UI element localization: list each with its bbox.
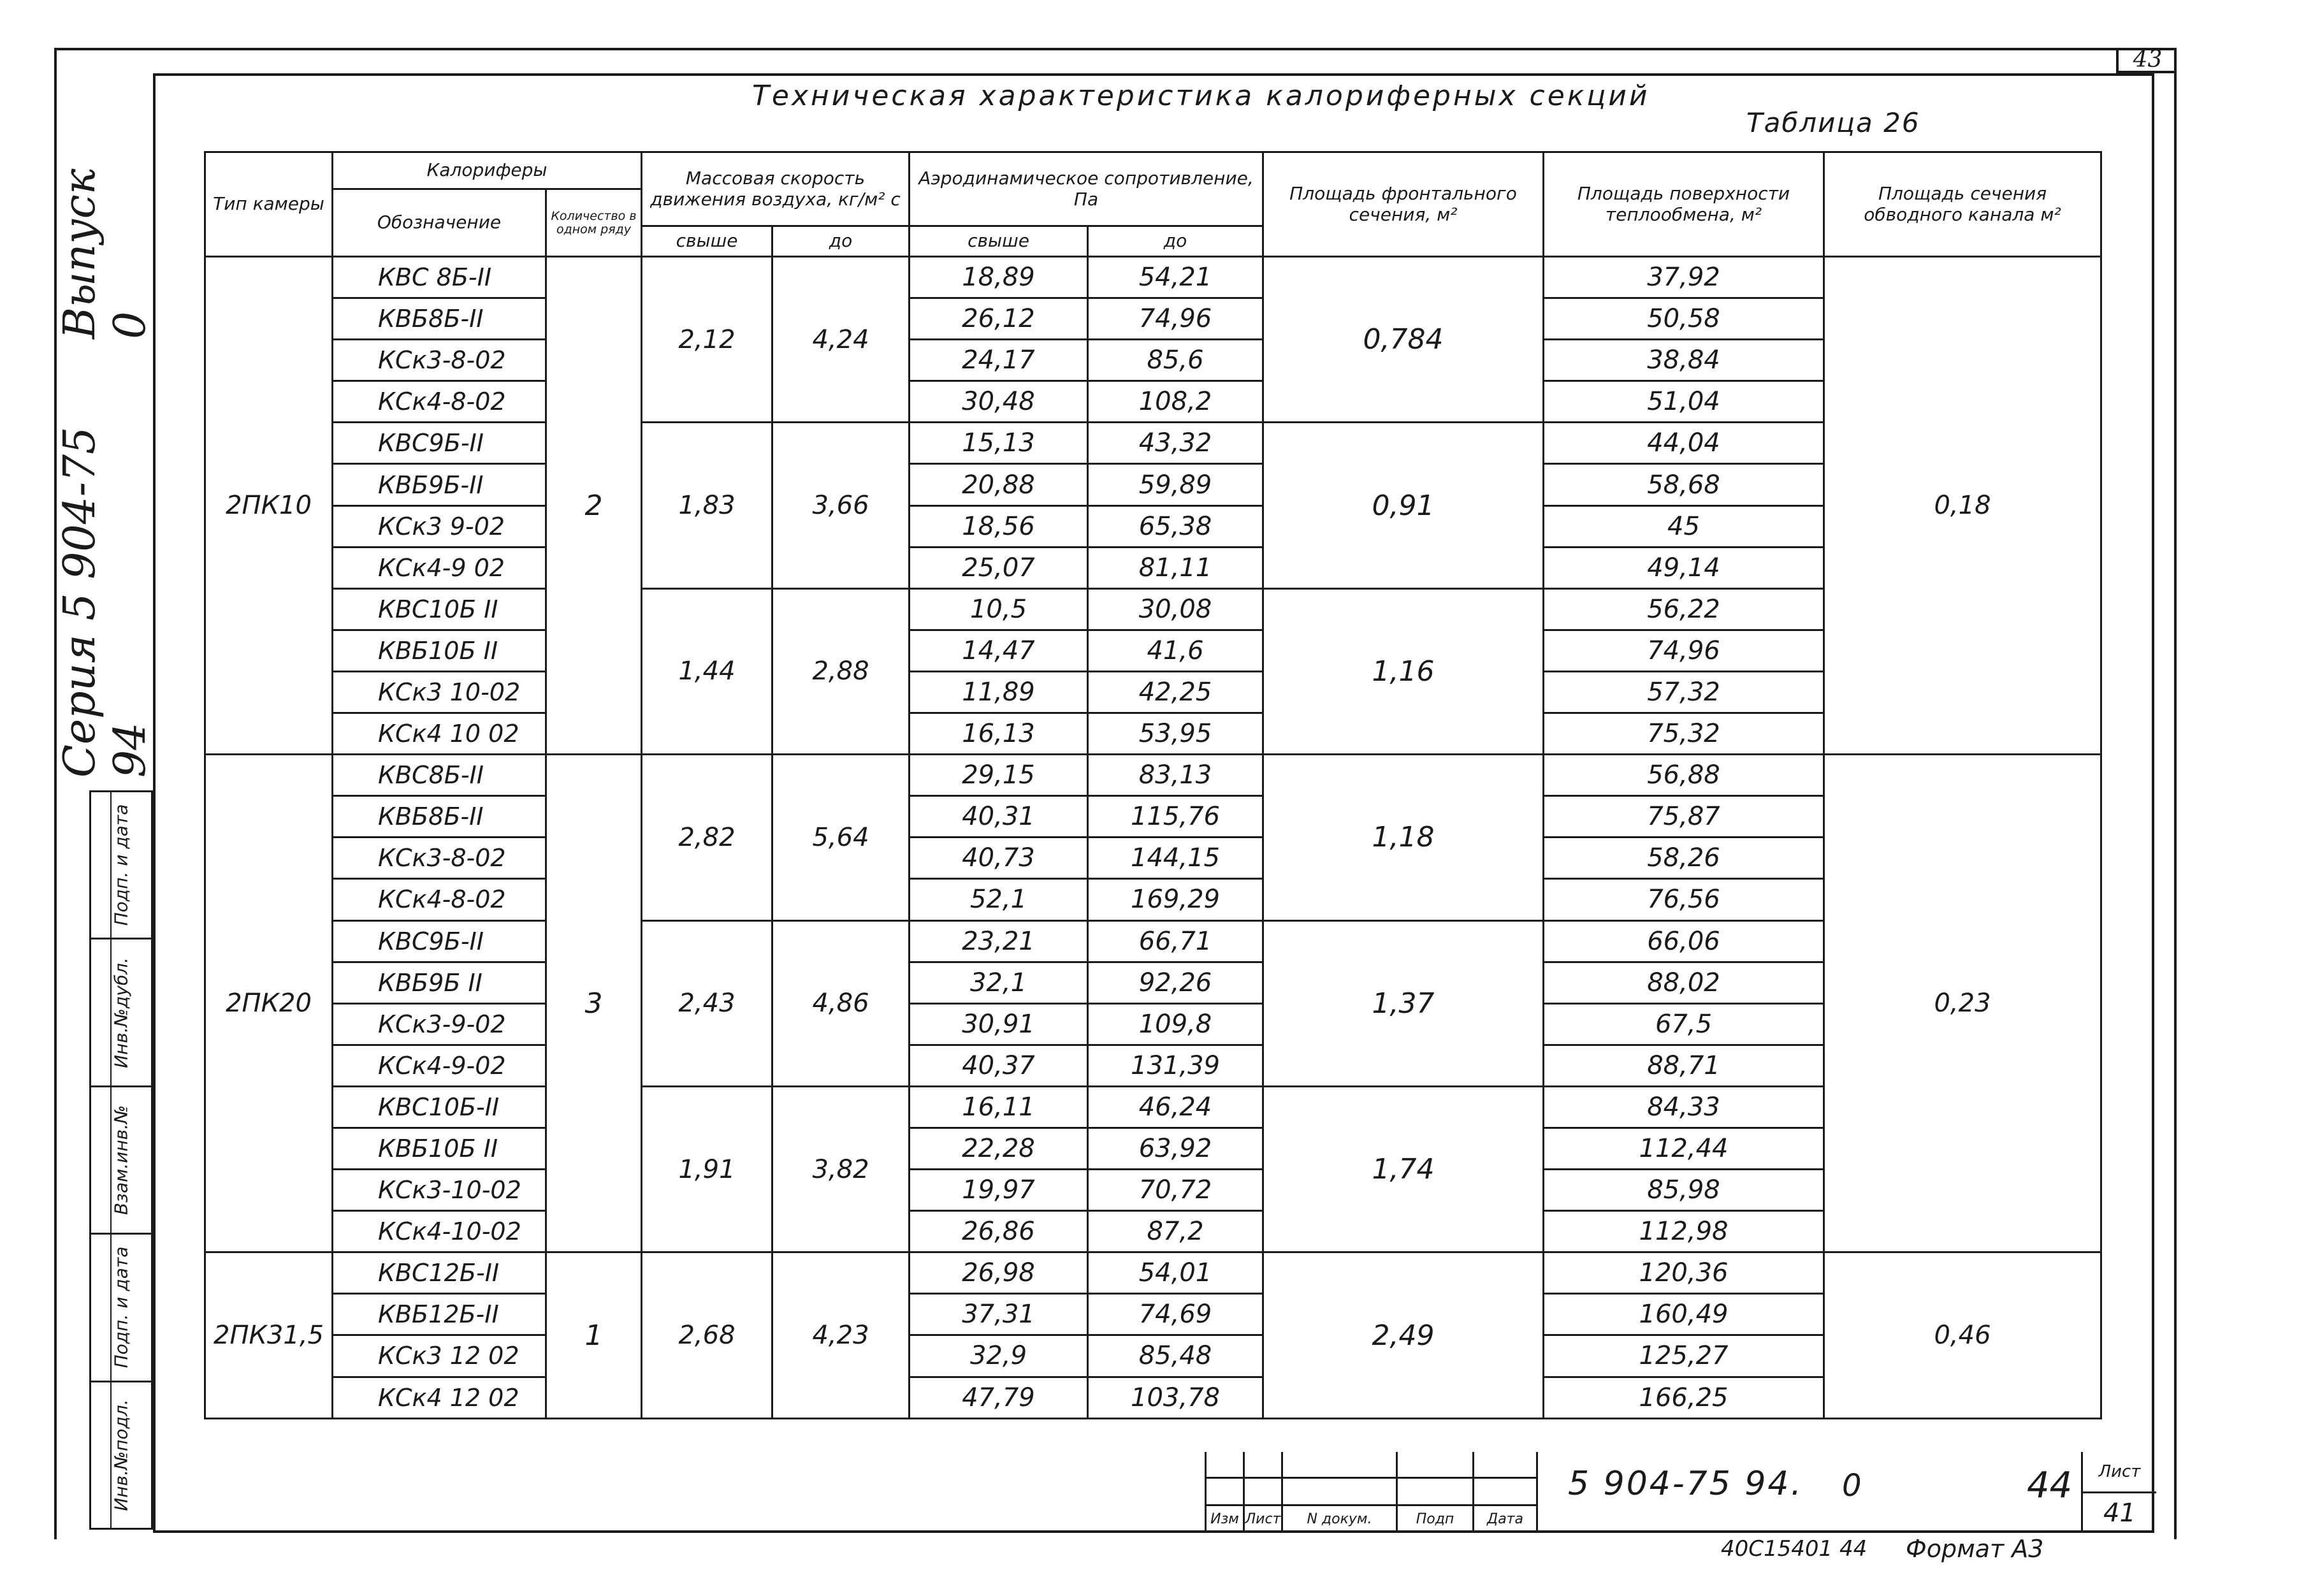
chamber-type-cell: 2ПК20 [205, 755, 333, 1252]
velocity-from-cell: 2,12 [642, 257, 772, 423]
designation-cell: КВС9Б-II [333, 920, 546, 962]
qty-cell: 2 [546, 257, 642, 755]
heat-surface-cell: 85,98 [1544, 1170, 1824, 1211]
resistance-from-cell: 40,31 [910, 796, 1088, 838]
revision-col-header: Дата [1474, 1506, 1538, 1533]
table-row [205, 381, 2101, 423]
issue-text: Выпуск 0 [55, 168, 156, 339]
approval-cell: Подп. и дата [91, 792, 151, 939]
table-row [205, 755, 2101, 796]
document-code: 5 904-75 94. [1568, 1465, 1804, 1503]
resistance-from-cell: 20,88 [910, 464, 1088, 505]
heat-surface-cell: 58,68 [1544, 464, 1824, 505]
heat-surface-cell: 38,84 [1544, 340, 1824, 381]
resistance-from-cell: 19,97 [910, 1170, 1088, 1211]
designation-cell: КСк4-9-02 [333, 1045, 546, 1086]
designation-cell: КВС12Б-II [333, 1252, 546, 1294]
heat-surface-cell: 88,71 [1544, 1045, 1824, 1086]
resistance-to-cell: 81,11 [1088, 547, 1263, 588]
table-row [205, 838, 2101, 879]
header-resistance-to: до [1088, 226, 1263, 257]
header-heat-surface: Площадь поверхности теплообмена, м² [1544, 152, 1824, 257]
resistance-to-cell: 66,71 [1088, 920, 1263, 962]
resistance-from-cell: 30,91 [910, 1003, 1088, 1045]
resistance-from-cell: 26,12 [910, 298, 1088, 340]
designation-cell: КСк3 10-02 [333, 671, 546, 713]
table-row [205, 713, 2101, 755]
approval-cell: Инв.№подл. [91, 1382, 151, 1528]
header-designation: Обозначение [333, 189, 546, 257]
table-row [205, 1170, 2101, 1211]
heat-surface-cell: 45 [1544, 505, 1824, 547]
resistance-to-cell: 54,01 [1088, 1252, 1263, 1294]
designation-cell: КВБ10Б II [333, 630, 546, 671]
front-area-cell: 1,16 [1263, 588, 1544, 754]
resistance-to-cell: 87,2 [1088, 1211, 1263, 1252]
sheet-corner-number: 43 [2116, 48, 2177, 73]
table-row [205, 1128, 2101, 1169]
front-area-cell: 0,91 [1263, 423, 1544, 588]
velocity-from-cell: 1,44 [642, 588, 772, 754]
resistance-to-cell: 41,6 [1088, 630, 1263, 671]
resistance-from-cell: 14,47 [910, 630, 1088, 671]
resistance-to-cell: 46,24 [1088, 1086, 1263, 1128]
table-row [205, 630, 2101, 671]
header-bypass-area: Площадь сечения обводного канала м² [1824, 152, 2101, 257]
designation-cell: КВС10Б-II [333, 1086, 546, 1128]
series-text: Серия 5 904-75 94 [55, 426, 156, 778]
resistance-from-cell: 15,13 [910, 423, 1088, 464]
designation-cell: КВС10Б II [333, 588, 546, 630]
resistance-to-cell: 144,15 [1088, 838, 1263, 879]
resistance-from-cell: 32,1 [910, 962, 1088, 1003]
resistance-from-cell: 18,89 [910, 257, 1088, 298]
sheet-label: Лист [2083, 1452, 2156, 1493]
revision-col-header: Лист [1245, 1506, 1283, 1533]
header-front-area: Площадь фронтального сечения, м² [1263, 152, 1544, 257]
header-aero-resistance: Аэродинамическое сопротивление, Па [910, 152, 1263, 226]
heat-surface-cell: 74,96 [1544, 630, 1824, 671]
resistance-from-cell: 11,89 [910, 671, 1088, 713]
resistance-from-cell: 30,48 [910, 381, 1088, 423]
designation-cell: КСк3 9-02 [333, 505, 546, 547]
format-label: Формат А3 [1906, 1535, 2044, 1563]
spec-table-body [205, 257, 2101, 1419]
resistance-to-cell: 70,72 [1088, 1170, 1263, 1211]
bypass-area-cell: 0,46 [1824, 1252, 2101, 1419]
chamber-type-cell: 2ПК31,5 [205, 1252, 333, 1419]
heat-surface-cell: 56,88 [1544, 755, 1824, 796]
resistance-to-cell: 30,08 [1088, 588, 1263, 630]
heat-surface-cell: 56,22 [1544, 588, 1824, 630]
bypass-area-cell: 0,23 [1824, 755, 2101, 1252]
heat-surface-cell: 120,36 [1544, 1252, 1824, 1294]
table-row [205, 1335, 2101, 1377]
velocity-from-cell: 1,91 [642, 1086, 772, 1252]
designation-cell: КСк4 10 02 [333, 713, 546, 755]
resistance-to-cell: 65,38 [1088, 505, 1263, 547]
resistance-from-cell: 16,11 [910, 1086, 1088, 1128]
designation-cell: КВБ9Б II [333, 962, 546, 1003]
table-row [205, 1294, 2101, 1335]
designation-cell: КСк4-9 02 [333, 547, 546, 588]
approval-strip [89, 790, 153, 1530]
spec-table [204, 151, 2102, 1419]
resistance-to-cell: 85,6 [1088, 340, 1263, 381]
resistance-from-cell: 10,5 [910, 588, 1088, 630]
table-row [205, 962, 2101, 1003]
resistance-from-cell: 29,15 [910, 755, 1088, 796]
designation-cell: КСк4-8-02 [333, 381, 546, 423]
designation-cell: КВС8Б-II [333, 755, 546, 796]
revision-grid [1205, 1452, 1538, 1533]
heat-surface-cell: 66,06 [1544, 920, 1824, 962]
front-area-cell: 1,74 [1263, 1086, 1544, 1252]
designation-cell: КВБ10Б II [333, 1128, 546, 1169]
table-row [205, 257, 2101, 298]
heat-surface-cell: 112,98 [1544, 1211, 1824, 1252]
table-row [205, 920, 2101, 962]
designation-cell: КСк3-8-02 [333, 340, 546, 381]
resistance-from-cell: 18,56 [910, 505, 1088, 547]
heat-surface-cell: 58,26 [1544, 838, 1824, 879]
resistance-from-cell: 52,1 [910, 879, 1088, 920]
velocity-from-cell: 2,82 [642, 755, 772, 920]
designation-cell: КСк3 12 02 [333, 1335, 546, 1377]
designation-cell: КВС9Б-II [333, 423, 546, 464]
table-row [205, 1377, 2101, 1418]
designation-cell: КСк4 12 02 [333, 1377, 546, 1418]
heat-surface-cell: 67,5 [1544, 1003, 1824, 1045]
revision-number: 0 [1842, 1468, 1862, 1504]
approval-cell: Подп. и дата [91, 1235, 151, 1382]
velocity-to-cell: 4,24 [772, 257, 910, 423]
table-row [205, 505, 2101, 547]
resistance-to-cell: 108,2 [1088, 381, 1263, 423]
sheet-box [2081, 1452, 2156, 1533]
inventory-number: 40С15401 44 [1721, 1536, 1867, 1562]
table-row [205, 423, 2101, 464]
table-row [205, 588, 2101, 630]
velocity-to-cell: 3,82 [772, 1086, 910, 1252]
heat-surface-cell: 50,58 [1544, 298, 1824, 340]
heat-surface-cell: 160,49 [1544, 1294, 1824, 1335]
title-block [1205, 1452, 2154, 1533]
series-side-label [55, 140, 156, 778]
resistance-from-cell: 25,07 [910, 547, 1088, 588]
heat-surface-cell: 57,32 [1544, 671, 1824, 713]
resistance-to-cell: 109,8 [1088, 1003, 1263, 1045]
table-row [205, 1003, 2101, 1045]
document-title: Техническая характеристика калориферных секций [752, 80, 1650, 112]
sheet-number: 41 [2103, 1498, 2136, 1528]
chamber-type-cell: 2ПК10 [205, 257, 333, 755]
front-area-cell: 1,37 [1263, 920, 1544, 1086]
table-row [205, 671, 2101, 713]
revision-col-header: Подп [1398, 1506, 1474, 1533]
resistance-to-cell: 54,21 [1088, 257, 1263, 298]
velocity-to-cell: 3,66 [772, 423, 910, 588]
revision-col-header: N докум. [1283, 1506, 1398, 1533]
table-row [205, 1045, 2101, 1086]
table-row [205, 340, 2101, 381]
designation-cell: КВБ12Б-II [333, 1294, 546, 1335]
resistance-from-cell: 16,13 [910, 713, 1088, 755]
bypass-area-cell: 0,18 [1824, 257, 2101, 755]
designation-cell: КСк3-10-02 [333, 1170, 546, 1211]
resistance-to-cell: 59,89 [1088, 464, 1263, 505]
qty-cell: 1 [546, 1252, 642, 1419]
table-row [205, 547, 2101, 588]
heat-surface-cell: 49,14 [1544, 547, 1824, 588]
resistance-to-cell: 169,29 [1088, 879, 1263, 920]
header-velocity-to: до [772, 226, 910, 257]
resistance-to-cell: 85,48 [1088, 1335, 1263, 1377]
heat-surface-cell: 37,92 [1544, 257, 1824, 298]
page-number: 44 [2027, 1465, 2073, 1506]
resistance-to-cell: 53,95 [1088, 713, 1263, 755]
resistance-from-cell: 24,17 [910, 340, 1088, 381]
table-label: Таблица 26 [1746, 107, 1920, 138]
designation-cell: КСк3-9-02 [333, 1003, 546, 1045]
designation-cell: КСк4-10-02 [333, 1211, 546, 1252]
resistance-to-cell: 83,13 [1088, 755, 1263, 796]
velocity-from-cell: 2,68 [642, 1252, 772, 1419]
resistance-from-cell: 40,37 [910, 1045, 1088, 1086]
velocity-to-cell: 4,23 [772, 1252, 910, 1419]
approval-cell: Взам.инв.№ [91, 1087, 151, 1235]
header-heaters: Калориферы [333, 152, 642, 189]
table-row [205, 1211, 2101, 1252]
heat-surface-cell: 76,56 [1544, 879, 1824, 920]
table-row [205, 298, 2101, 340]
table-row [205, 796, 2101, 838]
resistance-to-cell: 43,32 [1088, 423, 1263, 464]
heat-surface-cell: 125,27 [1544, 1335, 1824, 1377]
designation-cell: КВБ8Б-II [333, 796, 546, 838]
heat-surface-cell: 44,04 [1544, 423, 1824, 464]
heat-surface-cell: 166,25 [1544, 1377, 1824, 1418]
resistance-from-cell: 22,28 [910, 1128, 1088, 1169]
resistance-to-cell: 63,92 [1088, 1128, 1263, 1169]
resistance-from-cell: 47,79 [910, 1377, 1088, 1418]
designation-cell: КСк3-8-02 [333, 838, 546, 879]
velocity-from-cell: 1,83 [642, 423, 772, 588]
resistance-to-cell: 103,78 [1088, 1377, 1263, 1418]
table-row [205, 879, 2101, 920]
velocity-from-cell: 2,43 [642, 920, 772, 1086]
resistance-to-cell: 131,39 [1088, 1045, 1263, 1086]
header-qty-per-row: Количество в одном ряду [546, 189, 642, 257]
qty-cell: 3 [546, 755, 642, 1252]
designation-cell: КСк4-8-02 [333, 879, 546, 920]
heat-surface-cell: 88,02 [1544, 962, 1824, 1003]
heat-surface-cell: 75,32 [1544, 713, 1824, 755]
approval-cell: Инв.№дубл. [91, 939, 151, 1087]
resistance-from-cell: 32,9 [910, 1335, 1088, 1377]
resistance-to-cell: 42,25 [1088, 671, 1263, 713]
resistance-to-cell: 74,69 [1088, 1294, 1263, 1335]
table-row [205, 1252, 2101, 1294]
designation-cell: КВБ9Б-II [333, 464, 546, 505]
resistance-from-cell: 37,31 [910, 1294, 1088, 1335]
heat-surface-cell: 84,33 [1544, 1086, 1824, 1128]
header-velocity-above: свыше [642, 226, 772, 257]
header-mass-velocity: Массовая скорость движения воздуха, кг/м² с [642, 152, 910, 226]
resistance-to-cell: 92,26 [1088, 962, 1263, 1003]
velocity-to-cell: 4,86 [772, 920, 910, 1086]
header-chamber-type: Тип камеры [205, 152, 333, 257]
resistance-to-cell: 74,96 [1088, 298, 1263, 340]
resistance-to-cell: 115,76 [1088, 796, 1263, 838]
resistance-from-cell: 40,73 [910, 838, 1088, 879]
resistance-from-cell: 26,98 [910, 1252, 1088, 1294]
resistance-from-cell: 26,86 [910, 1211, 1088, 1252]
designation-cell: КВБ8Б-II [333, 298, 546, 340]
velocity-to-cell: 2,88 [772, 588, 910, 754]
front-area-cell: 0,784 [1263, 257, 1544, 423]
heat-surface-cell: 51,04 [1544, 381, 1824, 423]
header-resistance-above: свыше [910, 226, 1088, 257]
velocity-to-cell: 5,64 [772, 755, 910, 920]
table-row [205, 1086, 2101, 1128]
designation-cell: КВС 8Б-II [333, 257, 546, 298]
resistance-from-cell: 23,21 [910, 920, 1088, 962]
front-area-cell: 1,18 [1263, 755, 1544, 920]
revision-col-header: Изм [1207, 1506, 1245, 1533]
front-area-cell: 2,49 [1263, 1252, 1544, 1419]
table-row [205, 464, 2101, 505]
heat-surface-cell: 112,44 [1544, 1128, 1824, 1169]
heat-surface-cell: 75,87 [1544, 796, 1824, 838]
